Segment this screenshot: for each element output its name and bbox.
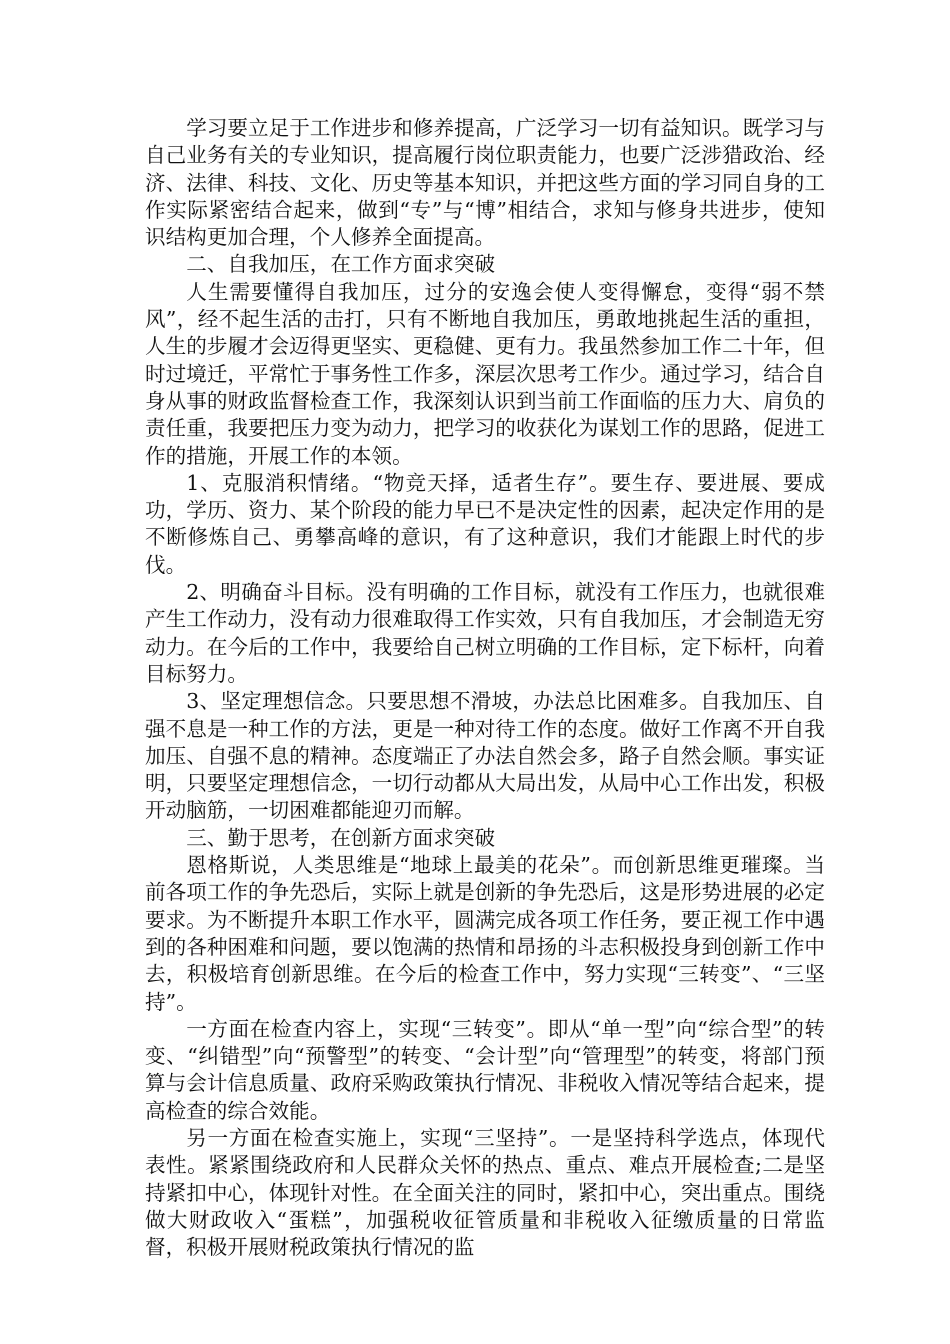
paragraph-point-3: 3、坚定理想信念。只要思想不滑坡，办法总比困难多。自我加压、自强不息是一种工作的方法，更是一种对待工作的态度。做好工作离不开自我加压、自强不息的精神。态度端正了办法自然会多，路子自然会顺。事实证明，只要坚定理想信念，一切行动都从大局出发，从局中心工作出发，积极开动脑筋，一切困难都能迎刃而解。	[145, 689, 825, 823]
paragraph-innovation: 恩格斯说，人类思维是“地球上最美的花朵”。而创新思维更璀璨。当前各项工作的争先恐后，实际上就是创新的争先恐后，这是形势进展的必定要求。为不断提升本职工作水平，圆满完成各项工作任务，要正视工作中遇到的各种困难和问题，要以饱满的热情和昂扬的斗志积极投身到创新工作中去，积极培育创新思维。在今后的检查工作中，努力实现“三转变”、“三坚持”。	[145, 853, 825, 1014]
paragraph-point-1: 1、克服消积情绪。“物竞天择，适者生存”。要生存、要进展、要成功，学历、资力、某个阶段的能力早已不是决定性的因素，起决定作用的是不断修炼自己、勇攀高峰的意识，有了这种意识，我们才能跟上时代的步伐。	[145, 470, 825, 577]
section-heading-innovation: 三、勤于思考，在创新方面求突破	[186, 825, 496, 850]
paragraph-three-persistences: 另一方面在检查实施上，实现“三坚持”。一是坚持科学选点，体现代表性。紧紧围绕政府和人民群众关怀的热点、重点、难点开展检查;二是坚持紧扣中心，体现针对性。在全面关注的同时，紧扣中心，突出重点。围绕做大财政收入“蛋糕”，加强税收征管质量和非税收入征缴质量的日常监督，积极开展财税政策执行情况的监	[145, 1125, 825, 1260]
document-body	[145, 115, 825, 1261]
paragraph-self-pressure: 人生需要懂得自我加压，过分的安逸会使人变得懈怠，变得“弱不禁风”，经不起生活的击打，只有不断地自我加压，勇敢地挑起生活的重担，人生的步履才会迈得更坚实、更稳健、更有力。我虽然参加工作二十年，但时过境迁，平常忙于事务性工作多，深层次思考工作少。通过学习，结合自身从事的财政监督检查工作，我深刻认识到当前工作面临的压力大、肩负的责任重，我要把压力变为动力，把学习的收获化为谋划工作的思路，促进工作的措施，开展工作的本领。	[145, 279, 825, 468]
paragraph-three-transformations: 一方面在检查内容上，实现“三转变”。即从“单一型”向“综合型”的转变、“纠错型”向“预警型”的转变、“会计型”向“管理型”的转变，将部门预算与会计信息质量、政府采购政策执行情况、非税收入情况等结合起来，提高检查的综合效能。	[145, 1016, 825, 1123]
section-heading-self-pressure: 二、自我加压，在工作方面求突破	[186, 252, 496, 277]
paragraph-point-2: 2、明确奋斗目标。没有明确的工作目标，就没有工作压力，也就很难产生工作动力，没有动力很难取得工作实效，只有自我加压，才会制造无穷动力。在今后的工作中，我要给自己树立明确的工作目标，定下标杆，向着目标努力。	[145, 580, 825, 686]
paragraph-study-foundation: 学习要立足于工作进步和修养提高，广泛学习一切有益知识。既学习与自己业务有关的专业知识，提高履行岗位职责能力，也要广泛涉猎政治、经济、法律、科技、文化、历史等基本知识，并把这些方面的学习同自身的工作实际紧密结合起来，做到“专”与“博”相结合，求知与修身共进步，使知识结构更加合理，个人修养全面提高。	[145, 116, 825, 250]
